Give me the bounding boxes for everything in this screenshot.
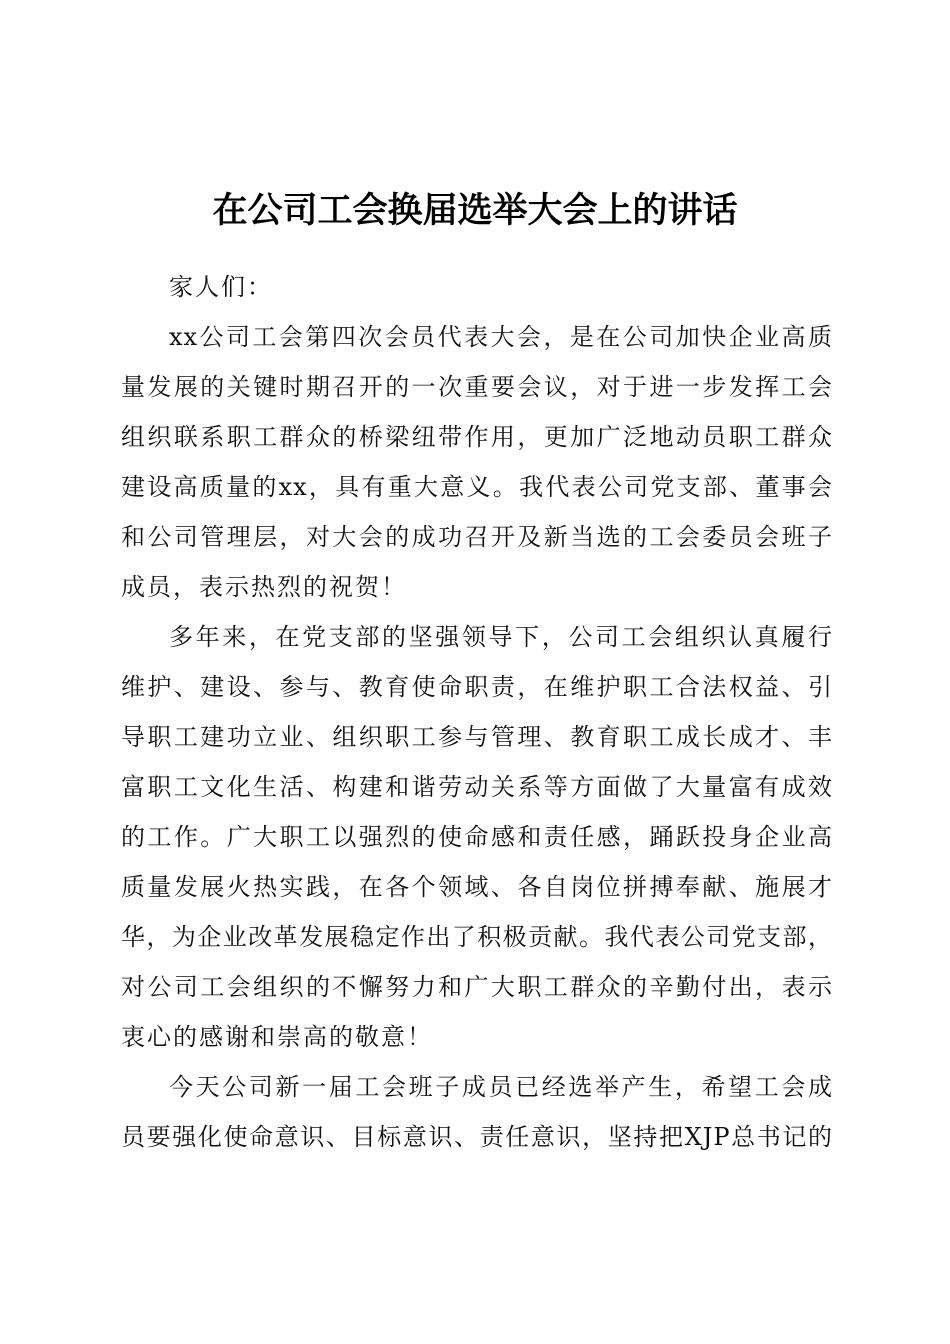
body-line: 富职工文化生活、构建和谐劳动关系等方面做了大量富有成效 — [121, 773, 833, 801]
body-line: 建设高质量的xx，具有重大意义。我代表公司党支部、董事会 — [121, 473, 833, 501]
body-line: 导职工建功立业、组织职工参与管理、教育职工成长成才、丰 — [121, 723, 833, 751]
body-line: xx公司工会第四次会员代表大会，是在公司加快企业高质 — [169, 323, 833, 351]
body-line: 成员，表示热烈的祝贺！ — [121, 573, 407, 601]
document-body — [121, 262, 833, 1162]
body-line: 家人们： — [169, 273, 273, 301]
body-line: 华，为企业改革发展稳定作出了积极贡献。我代表公司党支部， — [121, 923, 833, 951]
body-line: 对公司工会组织的不懈努力和广大职工群众的辛勤付出，表示 — [121, 973, 833, 1001]
body-line: 组织联系职工群众的桥梁纽带作用，更加广泛地动员职工群众 — [121, 423, 833, 451]
body-line: 和公司管理层，对大会的成功召开及新当选的工会委员会班子 — [121, 523, 833, 551]
body-line: 质量发展火热实践，在各个领域、各自岗位拼搏奉献、施展才 — [121, 873, 833, 901]
body-line: 的工作。广大职工以强烈的使命感和责任感，踊跃投身企业高 — [121, 823, 833, 851]
body-line: 衷心的感谢和崇高的敬意！ — [121, 1023, 433, 1051]
body-line: 今天公司新一届工会班子成员已经选举产生，希望工会成 — [169, 1073, 833, 1101]
body-line: 员要强化使命意识、目标意识、责任意识，坚持把XJP总书记的 — [121, 1123, 833, 1151]
document-title: 在公司工会换届选举大会上的讲话 — [212, 190, 738, 231]
body-line: 多年来，在党支部的坚强领导下，公司工会组织认真履行 — [169, 623, 833, 651]
body-line: 量发展的关键时期召开的一次重要会议，对于进一步发挥工会 — [121, 373, 833, 401]
body-line: 维护、建设、参与、教育使命职责，在维护职工合法权益、引 — [121, 673, 833, 701]
